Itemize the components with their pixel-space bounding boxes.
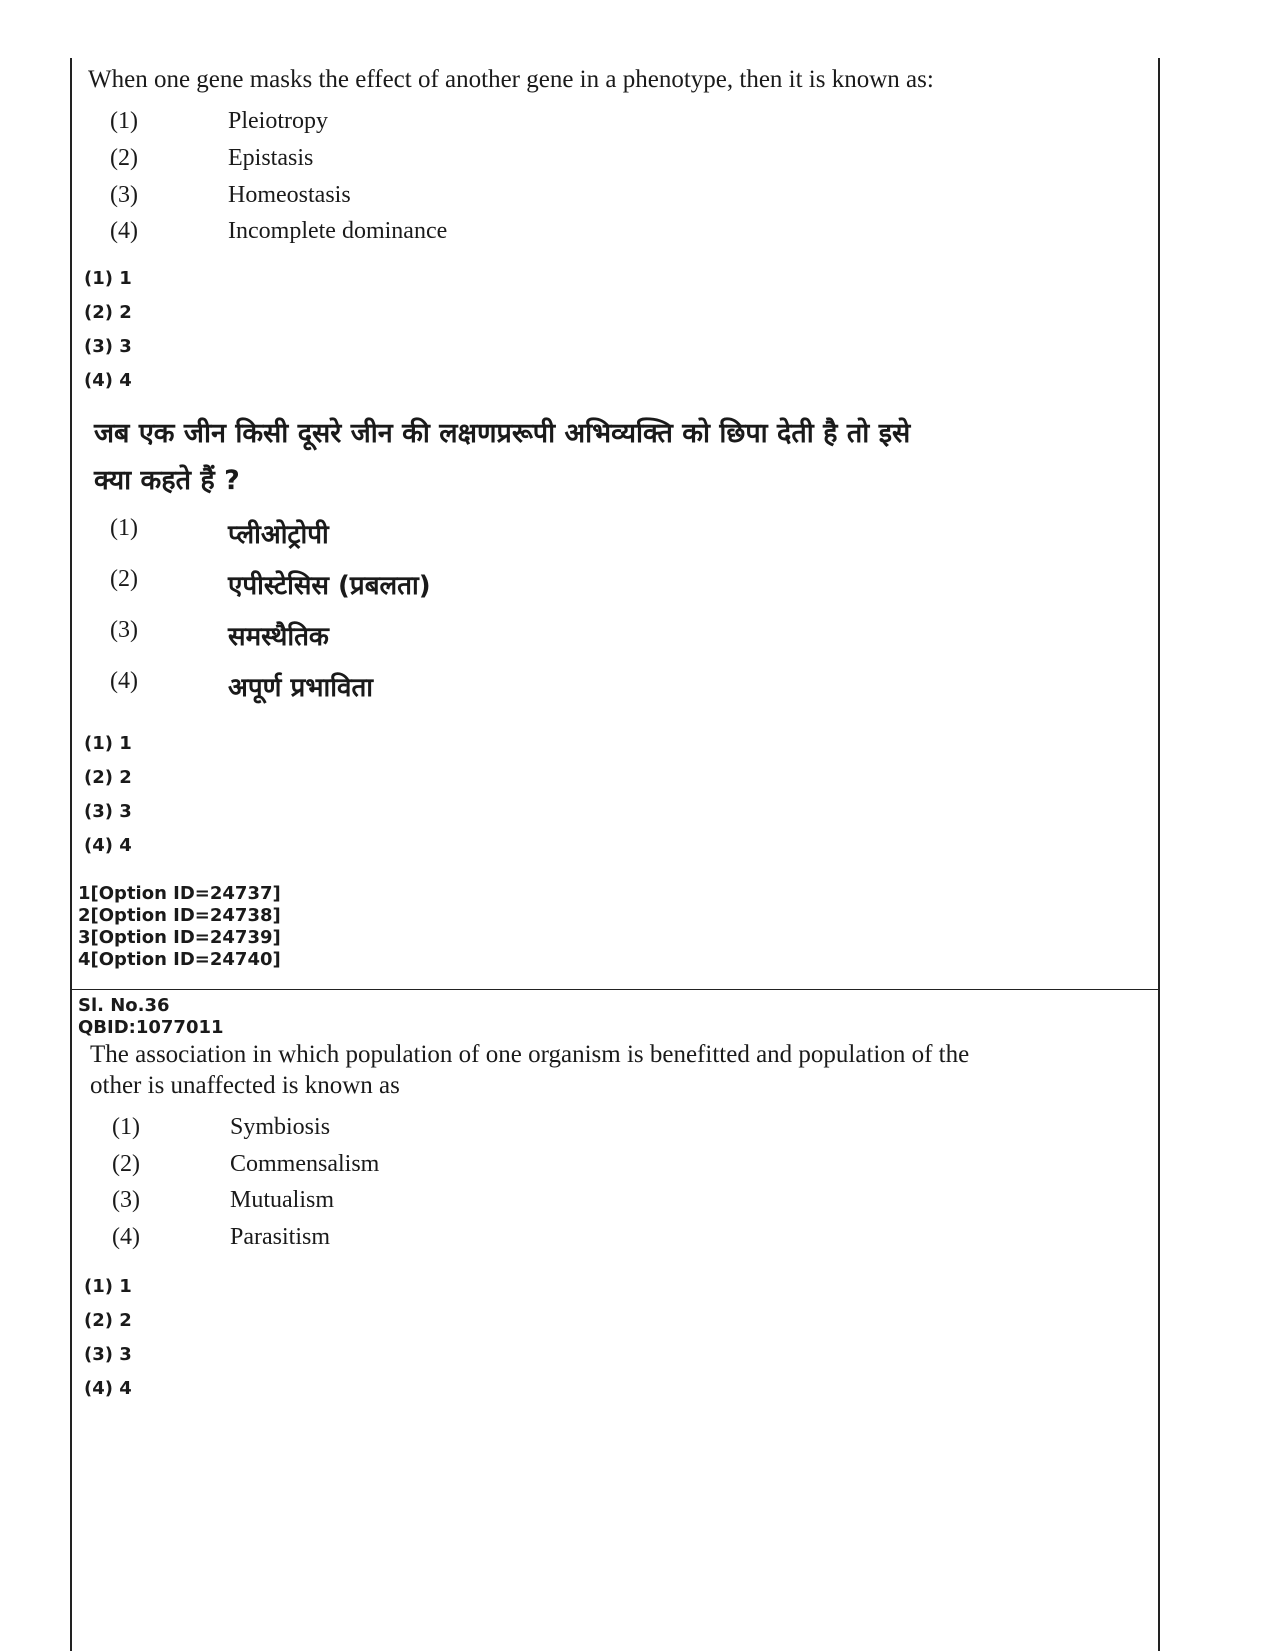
option-number: (4) (110, 218, 138, 244)
option-text-hindi: प्लीओट्रोपी (228, 520, 329, 550)
option-number: (2) (110, 145, 138, 171)
answer-choice[interactable]: (1) 1 (84, 733, 132, 754)
option-number: (2) (112, 1151, 140, 1177)
question-text-line1: The association in which population of one organism is benefitted and population of the (90, 1041, 970, 1068)
option-text: Mutualism (230, 1187, 335, 1213)
answer-choice[interactable]: (4) 4 (84, 1378, 132, 1399)
answer-choice[interactable]: (4) 4 (84, 370, 132, 391)
answer-choice[interactable]: (1) 1 (84, 1276, 132, 1297)
option-text: Parasitism (230, 1224, 330, 1250)
option-number: (3) (110, 182, 138, 208)
option-id: 1[Option ID=24737] (78, 883, 281, 904)
option-text-hindi: समस्थैतिक (228, 622, 329, 652)
option-number: (3) (112, 1187, 140, 1213)
option-text: Incomplete dominance (228, 218, 448, 244)
option-text: Symbiosis (230, 1114, 331, 1140)
option-text: Pleiotropy (228, 108, 328, 134)
answer-choice[interactable]: (3) 3 (84, 1344, 132, 1365)
answer-choice[interactable]: (4) 4 (84, 835, 132, 856)
answer-choice[interactable]: (3) 3 (84, 336, 132, 357)
question-text-hindi-line2: क्या कहते हैं ? (94, 465, 240, 496)
question-text-english: When one gene masks the effect of another gene in a phenotype, then it is known as: (88, 66, 934, 93)
option-number: (4) (110, 668, 138, 694)
option-number: (3) (110, 617, 138, 643)
option-number: (1) (112, 1114, 140, 1140)
option-number: (4) (112, 1224, 140, 1250)
option-id: 3[Option ID=24739] (78, 927, 281, 948)
option-id: 4[Option ID=24740] (78, 949, 281, 970)
question-text-hindi-line1: जब एक जीन किसी दूसरे जीन की लक्षणप्ररूपी अभिव्यक्ति को छिपा देती है तो इसे (94, 418, 911, 449)
option-text-hindi: अपूर्ण प्रभाविता (228, 673, 374, 703)
option-text: Homeostasis (228, 182, 351, 208)
option-text: Epistasis (228, 145, 314, 171)
answer-choice[interactable]: (2) 2 (84, 1310, 132, 1331)
answer-choice[interactable]: (1) 1 (84, 268, 132, 289)
answer-choice[interactable]: (3) 3 (84, 801, 132, 822)
option-number: (1) (110, 108, 138, 134)
option-number: (2) (110, 566, 138, 592)
serial-number: Sl. No.36 (78, 995, 170, 1016)
option-text: Commensalism (230, 1151, 380, 1177)
answer-choice[interactable]: (2) 2 (84, 767, 132, 788)
option-number: (1) (110, 515, 138, 541)
question-text-line2: other is unaffected is known as (90, 1072, 400, 1099)
page-frame (70, 58, 1160, 1651)
question-divider (70, 989, 1160, 990)
answer-choice[interactable]: (2) 2 (84, 302, 132, 323)
qbid: QBID:1077011 (78, 1017, 224, 1038)
option-id: 2[Option ID=24738] (78, 905, 281, 926)
option-text-hindi: एपीस्टेसिस (प्रबलता) (228, 571, 431, 601)
